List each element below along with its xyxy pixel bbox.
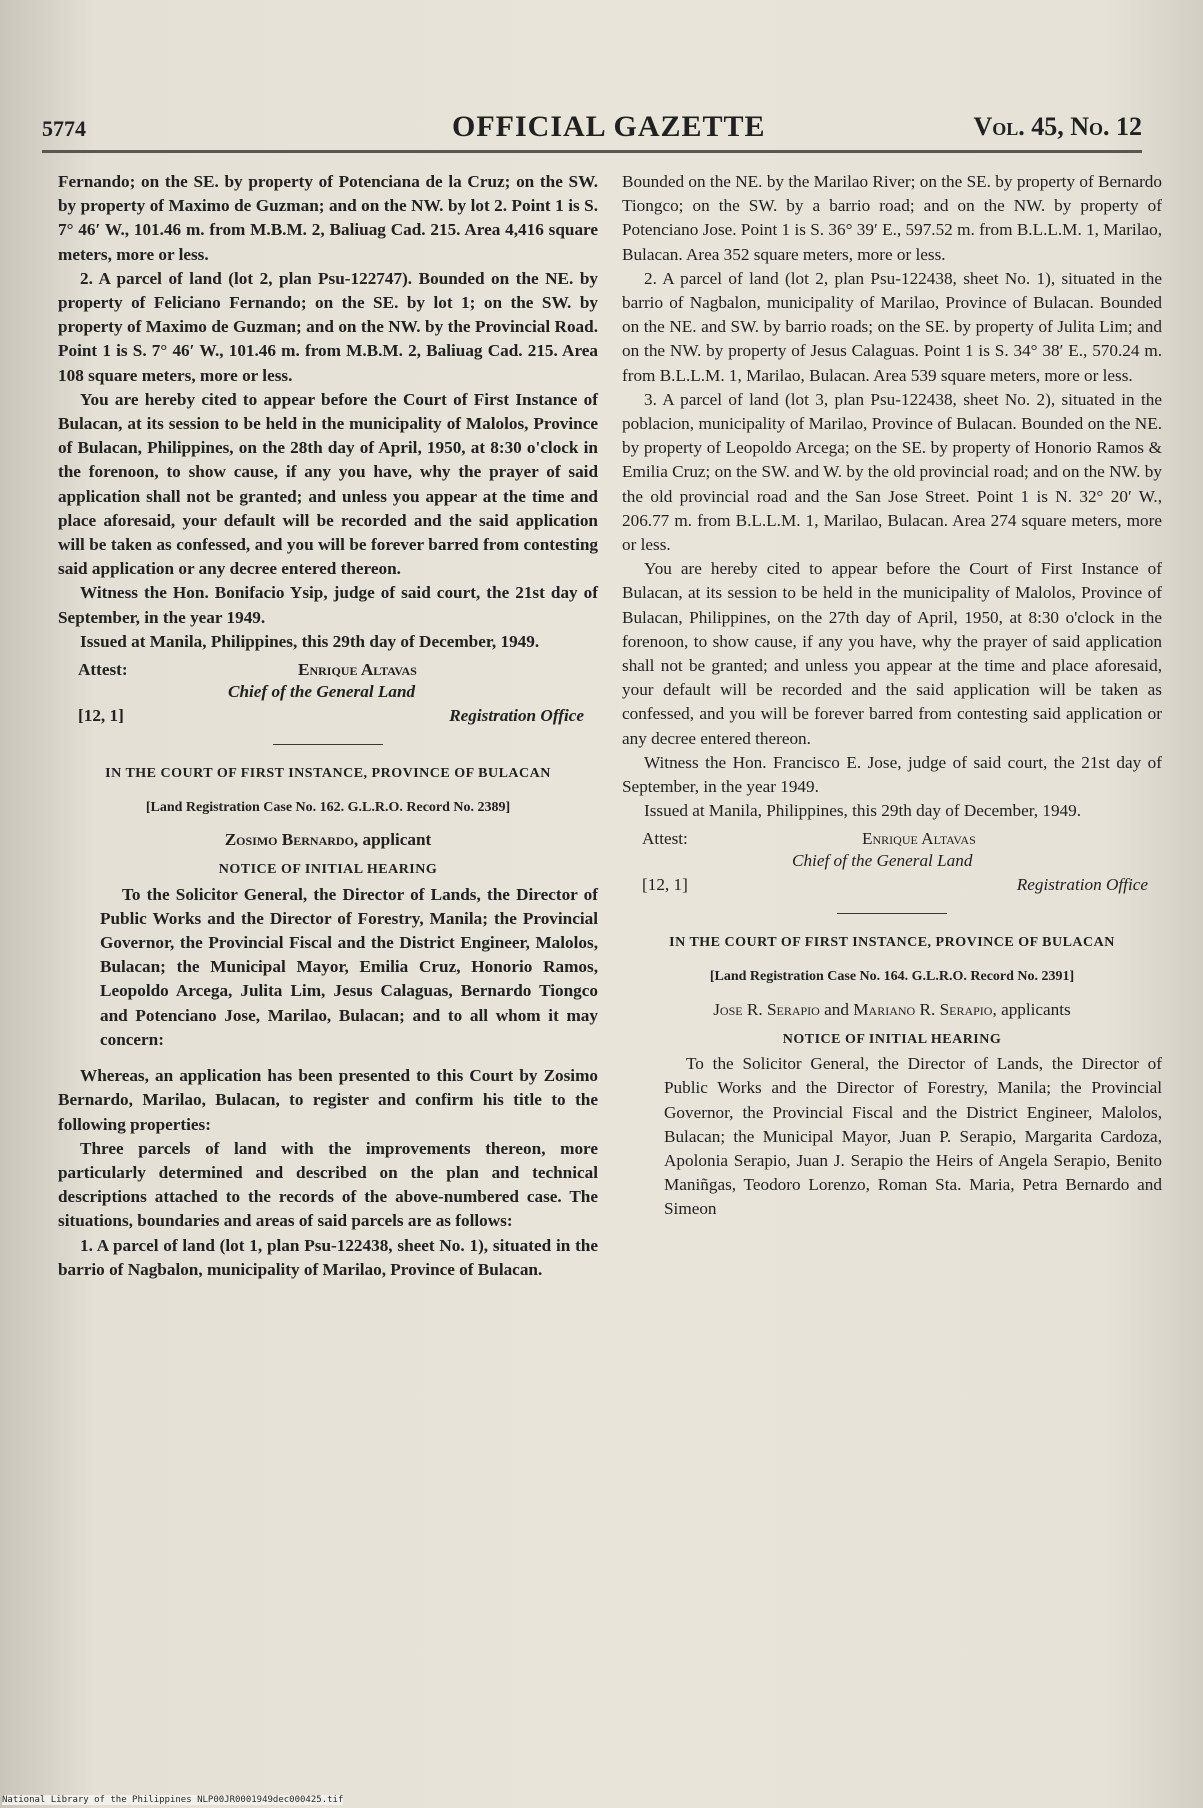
- page-header: [42, 110, 1142, 150]
- notice-heading: NOTICE OF INITIAL HEARING: [218, 862, 438, 878]
- paragraph: Issued at Manila, Philippines, this 29th day of December, 1949.: [644, 801, 1082, 821]
- left-column: [58, 170, 598, 1282]
- attest-name: Enrique Altavas: [862, 829, 976, 849]
- applicant-name: Jose R. Serapio: [713, 999, 820, 1019]
- issue-code: [12, 1]: [78, 706, 124, 726]
- attest-title: Chief of the General Land: [792, 851, 973, 871]
- applicant-line: [58, 828, 598, 852]
- paragraph: You are hereby cited to appear before the Court of First Instance of Bulacan, at its session to be held in the municipality of Malolos, Province of Bulacan, Philippines, on the 27th day of April, 1950, at 8:30 o'clock in the forenoon, to show cause, if any you have, why the prayer of said application shall not be granted; and unless you appear at the time and place aforesaid, your default will be recorded and the said application will be taken as confessed, and you will be forever barred from contesting said application or any decree entered thereon.: [622, 559, 1162, 748]
- attest-label: Attest:: [642, 829, 688, 849]
- attest-title: Registration Office: [449, 706, 584, 726]
- case-number: [Land Registration Case No. 162. G.L.R.O. Record No. 2389]: [145, 800, 511, 816]
- header-rule: [42, 150, 1142, 153]
- section-divider: [837, 913, 947, 914]
- applicant-suffix: , applicants: [992, 999, 1071, 1019]
- attest-title: Registration Office: [1016, 875, 1148, 895]
- paragraph: Witness the Hon. Francisco E. Jose, judge of said court, the 21st day of September, in the year 1949.: [622, 752, 1162, 797]
- gazette-title: OFFICIAL GAZETTE: [452, 110, 766, 143]
- paragraph: You are hereby cited to appear before the Court of First Instance of Bulacan, at its session to be held in the municipality of Malolos, Province of Bulacan, Philippines, on the 28th day of April, 1950, at 8:30 o'clock in the forenoon, to show cause, if any you have, why the prayer of said application shall not be granted; and unless you appear at the time and place aforesaid, your default will be recorded and the said application will be taken as confessed, and you will be forever barred from contesting said application or any decree entered thereon.: [58, 389, 598, 579]
- attest-name: Enrique Altavas: [298, 660, 417, 680]
- paragraph: Bounded on the NE. by the Marilao River; on the SE. by property of Bernardo Tiongco; on the SW. by a barrio road; and on the NW. by property of Potenciano Jose. Point 1 is S. 36° 39′ E., 597.52 m. from B.L.L.M. 1, Marilao, Bulacan. Area 352 square meters, more or less.: [622, 172, 1162, 264]
- issue-code: [12, 1]: [642, 875, 688, 895]
- paragraph: Witness the Hon. Bonifacio Ysip, judge of said court, the 21st day of September, in the year 1949.: [58, 583, 598, 627]
- attest-label: Attest:: [78, 660, 128, 680]
- paragraph: 3. A parcel of land (lot 3, plan Psu-122438, sheet No. 2), situated in the poblacion, municipality of Marilao, Province of Bulacan. Bounded on the NE. by property of Leopoldo Arcega; on the SE. by property of Honorio Ramos & Emilia Cruz; on the SW. and W. by the old provincial road; and on the NW. by the old provincial road and the San Jose Street. Point 1 is N. 32° 20′ W., 206.77 m. from B.L.L.M. 1, Marilao, Bulacan. Area 274 square meters, more or less.: [622, 389, 1162, 555]
- section-divider: [273, 744, 383, 745]
- paragraph: Three parcels of land with the improvements thereon, more particularly determined and described on the plan and technical descriptions attached to the records of the above-numbered case. The situations, boundaries and areas of said parcels are as follows:: [58, 1138, 598, 1231]
- attest-block: [622, 827, 1162, 897]
- attest-block: [58, 658, 598, 728]
- notice-heading: NOTICE OF INITIAL HEARING: [782, 1031, 1002, 1047]
- paragraph: Whereas, an application has been presented to this Court by Zosimo Bernardo, Marilao, Bulacan, to register and confirm his title to the following properties:: [58, 1066, 598, 1134]
- paragraph: 2. A parcel of land (lot 2, plan Psu-122438, sheet No. 1), situated in the barrio of Nagbalon, municipality of Marilao, Province of Bulacan. Bounded on the NE. and SW. by barrio roads; on the SE. by property of Julita Lim; and on the NW. by property of Jesus Calaguas. Point 1 is S. 34° 38′ E., 570.24 m. from B.L.L.M. 1, Marilao, Bulacan. Area 539 square meters, more or less.: [622, 268, 1162, 385]
- paragraph: Issued at Manila, Philippines, this 29th day of December, 1949.: [80, 631, 540, 651]
- applicant-line: [622, 998, 1162, 1022]
- case-number: [Land Registration Case No. 164. G.L.R.O. Record No. 2391]: [709, 969, 1075, 985]
- addressees: To the Solicitor General, the Director of Lands, the Director of Public Works and the Director of Forestry, Manila; the Provincial Governor, the Provincial Fiscal and the District Engineer, Malolos, Bulacan; the Municipal Mayor, Emilia Cruz, Honorio Ramos, Leopoldo Arcega, Julita Lim, Jesus Calaguas, Bernardo Tiongco and Potenciano Jose, Marilao, Bulacan; and to all whom it may concern:: [100, 884, 598, 1049]
- attest-title: Chief of the General Land: [228, 682, 416, 702]
- applicant-suffix: , applicant: [353, 830, 432, 850]
- page-number: 5774: [42, 116, 86, 141]
- applicant-conjunction: and: [819, 999, 854, 1019]
- paragraph: 1. A parcel of land (lot 1, plan Psu-122438, sheet No. 1), situated in the barrio of Nagbalon, municipality of Marilao, Province of Bulacan.: [58, 1235, 598, 1279]
- paragraph: 2. A parcel of land (lot 2, plan Psu-122747). Bounded on the NE. by property of Feliciano Fernando; on the SE. by lot 1; on the SW. by property of Maximo de Guzman; and on the NW. by the Provincial Road. Point 1 is S. 7° 46′ W., 101.46 m. from M.B.M. 2, Baliuag Cad. 215. Area 108 square meters, more or less.: [58, 268, 598, 385]
- applicant-name: Zosimo Bernardo: [224, 830, 354, 850]
- right-column: [622, 170, 1162, 1222]
- paragraph: Fernando; on the SE. by property of Potenciana de la Cruz; on the SW. by property of Maximo de Guzman; and on the NW. by lot 2. Point 1 is S. 7° 46′ W., 101.46 m. from M.B.M. 2, Baliuag Cad. 215. Area 4,416 square meters, more or less.: [58, 172, 598, 264]
- applicant-name: Mariano R. Serapio: [853, 999, 993, 1019]
- addressees: To the Solicitor General, the Director of Lands, the Director of Public Works and the Director of Forestry, Manila; the Provincial Governor, the Provincial Fiscal and the District Engineer, Malolos, Bulacan; the Municipal Mayor, Juan P. Serapio, Margarita Cardoza, Apolonia Serapio, Juan J. Serapio the Heirs of Angela Serapio, Benito Maniñgas, Teodoro Lorenzo, Roman Sta. Maria, Petra Bernardo and Simeon: [664, 1054, 1162, 1219]
- court-heading: IN THE COURT OF FIRST INSTANCE, PROVINCE OF BULACAN: [669, 935, 1115, 951]
- volume-number: Vol. 45, No. 12: [973, 112, 1142, 141]
- court-heading: IN THE COURT OF FIRST INSTANCE, PROVINCE OF BULACAN: [105, 766, 551, 782]
- scan-footer: National Library of the Philippines NLP00JR0001949dec000425.tif: [2, 1795, 344, 1805]
